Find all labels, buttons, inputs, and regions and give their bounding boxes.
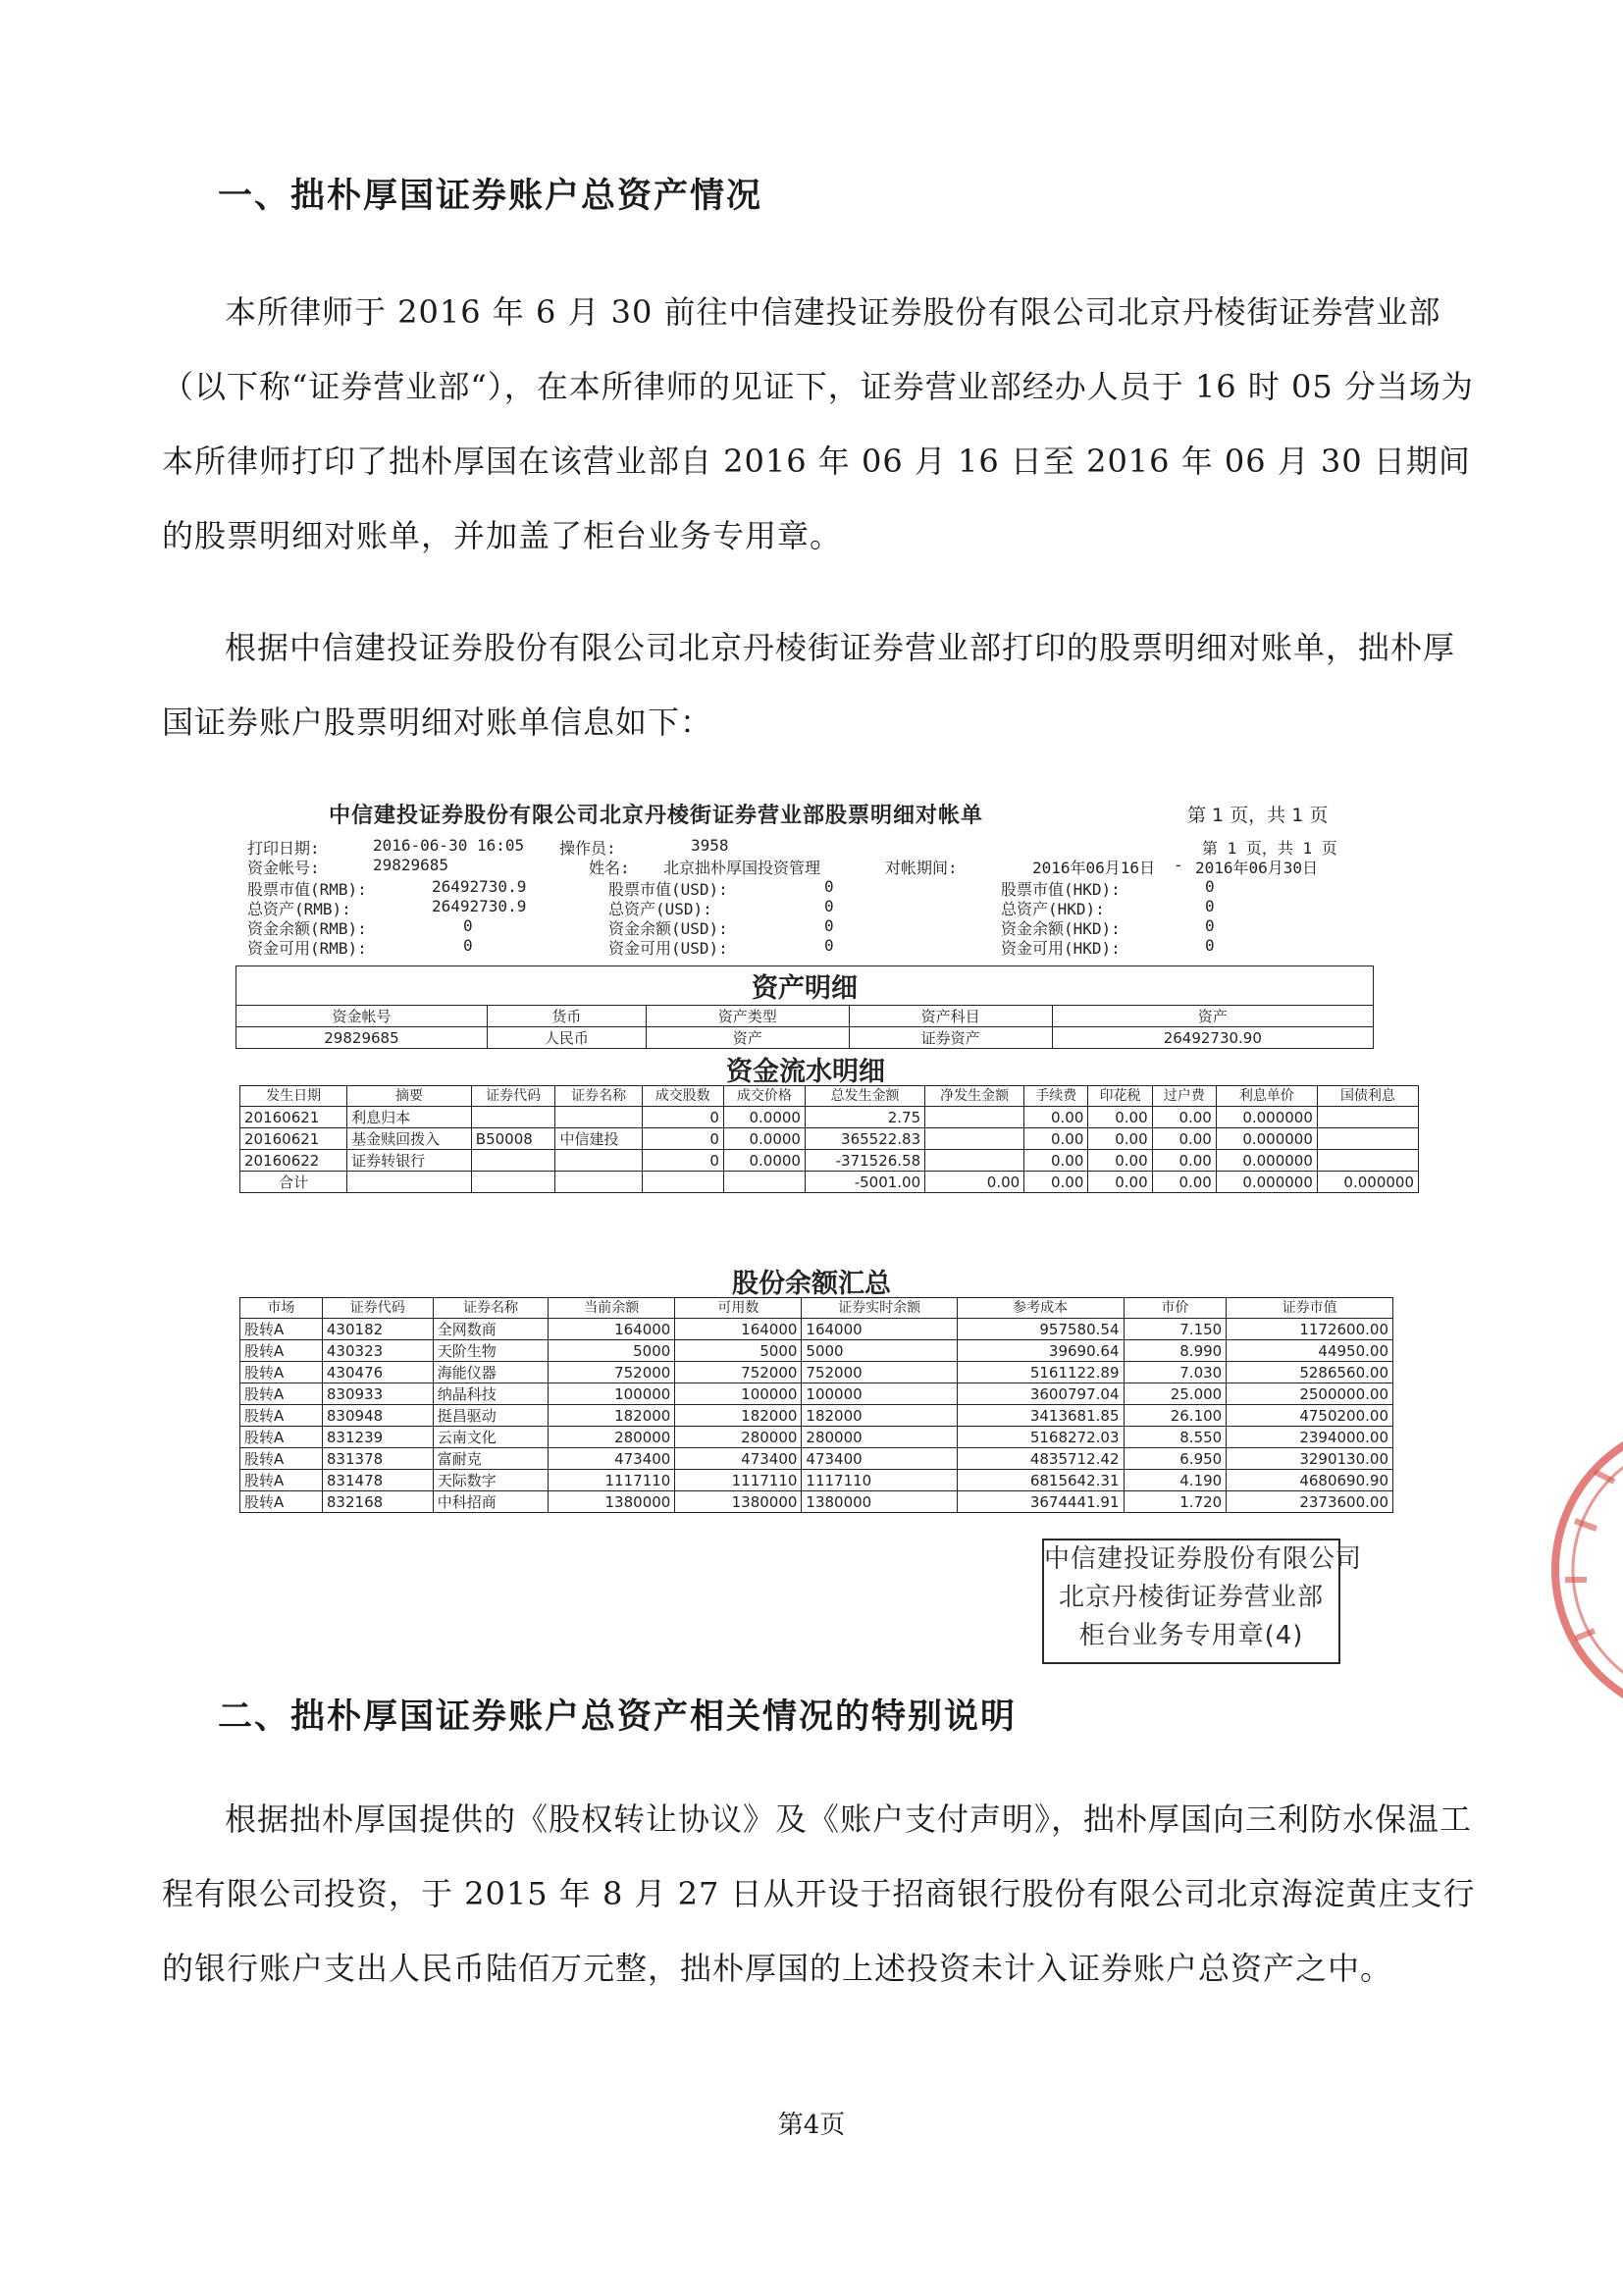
holding-cell: 1117110 [549,1470,675,1491]
holding-cell: 股转A [240,1448,323,1470]
table-row [240,1383,1393,1405]
flow-cell: 0.00 [1024,1107,1088,1128]
holding-cell: 44950.00 [1227,1340,1393,1362]
summary-label: 总资产(USD): [608,900,712,918]
flow-total-cell: -5001.00 [805,1172,924,1193]
holding-cell: 4680690.90 [1227,1470,1393,1491]
holding-cell: 7.150 [1124,1319,1227,1340]
flow-cell: 20160622 [240,1150,347,1172]
asset-cell: 人民币 [487,1027,646,1049]
holding-cell: 8.550 [1124,1427,1227,1448]
holding-cell: 752000 [802,1362,957,1383]
flow-header-cell: 印花税 [1088,1086,1152,1107]
operator: 3958 [691,836,729,855]
summary-label: 股票市值(RMB): [247,880,367,899]
flow-cell: 0.0000 [723,1107,805,1128]
holding-cell: 8.990 [1124,1340,1227,1362]
account-holder: 北京拙朴厚国投资管理 [663,859,821,877]
seal-line: 北京丹棱街证券营业部 [1058,1583,1324,1612]
holding-cell: 832168 [322,1491,433,1513]
asset-header-cell: 资金帐号 [236,1006,488,1027]
holding-cell: 云南文化 [433,1427,549,1448]
print-date-label: 打印日期: [247,839,320,858]
flow-cell [1317,1150,1418,1172]
table-row [240,1150,1419,1172]
asset-header-cell: 货币 [487,1006,646,1027]
holding-cell: 182000 [549,1405,675,1427]
holding-cell: 富耐克 [433,1448,549,1470]
flow-cell: 利息归本 [347,1107,472,1128]
asset-detail-table [236,965,1374,1049]
flow-total-cell: 0.00 [925,1172,1024,1193]
flow-header-cell: 成交股数 [642,1086,723,1107]
holding-cell: 2394000.00 [1227,1427,1393,1448]
flow-header-cell: 国债利息 [1317,1086,1418,1107]
flow-header-cell: 手续费 [1024,1086,1088,1107]
holding-cell: 164000 [802,1319,957,1340]
flow-total-cell: 0.00 [1152,1172,1216,1193]
summary-value: 0 [1205,936,1215,955]
flow-cell: -371526.58 [805,1150,924,1172]
flow-cell: 0.00 [1024,1128,1088,1150]
flow-total-cell [471,1172,555,1193]
period-from: 2016年06月16日 [1032,859,1156,877]
summary-label: 资金余额(RMB): [247,919,367,938]
holding-cell: 6.950 [1124,1448,1227,1470]
flow-cell: 0.000000 [1216,1128,1317,1150]
asset-cell: 资产 [646,1027,849,1049]
holding-cell: 280000 [675,1427,802,1448]
holding-cell: 股转A [240,1427,323,1448]
flow-cell: 0.00 [1024,1150,1088,1172]
holding-cell: 473400 [549,1448,675,1470]
holding-header-cell: 参考成本 [957,1298,1124,1319]
summary-value: 0 [463,916,473,935]
flow-cell [471,1150,555,1172]
holding-cell: 26.100 [1124,1405,1227,1427]
holding-cell: 280000 [802,1427,957,1448]
name-label: 姓名: [589,859,630,877]
holding-cell: 1117110 [802,1470,957,1491]
flow-cell [1317,1107,1418,1128]
holding-cell: 6815642.31 [957,1470,1124,1491]
flow-cell [555,1150,642,1172]
holding-cell: 430476 [322,1362,433,1383]
flow-cell: 中信建投 [555,1128,642,1150]
summary-label: 资金余额(USD): [608,919,728,938]
flow-total-cell: 0.000000 [1216,1172,1317,1193]
flow-header-cell: 过户费 [1152,1086,1216,1107]
holding-cell: 中科招商 [433,1491,549,1513]
holding-cell: 天际数字 [433,1470,549,1491]
holding-cell: 1380000 [802,1491,957,1513]
flow-cell [925,1150,1024,1172]
flow-total-cell: 合计 [240,1172,347,1193]
summary-value: 26492730.9 [432,877,527,896]
holding-cell: 股转A [240,1362,323,1383]
table-row [240,1491,1393,1513]
holding-cell: 3290130.00 [1227,1448,1393,1470]
table-row [240,1107,1419,1128]
flow-total-cell: 0.000000 [1317,1172,1418,1193]
holding-header-cell: 市价 [1124,1298,1227,1319]
holding-cell: 164000 [549,1319,675,1340]
flow-cell: 0.00 [1152,1150,1216,1172]
summary-value: 0 [824,936,834,955]
holding-cell: 2373600.00 [1227,1491,1393,1513]
flow-header-cell: 成交价格 [723,1086,805,1107]
holding-cell: 280000 [549,1427,675,1448]
table-row [240,1448,1393,1470]
summary-label: 总资产(HKD): [1001,900,1105,918]
holding-cell: 2500000.00 [1227,1383,1393,1405]
holding-header-cell: 可用数 [675,1298,802,1319]
holding-cell: 752000 [549,1362,675,1383]
counter-business-seal [1042,1539,1363,1664]
table-row [240,1319,1393,1340]
flow-cell: 0.00 [1088,1150,1152,1172]
period-separator: - [1174,856,1183,874]
asset-cell: 证券资产 [849,1027,1052,1049]
asset-header-cell: 资产类型 [646,1006,849,1027]
holding-cell: 挺昌驱动 [433,1405,549,1427]
asset-section-title: 资产明细 [752,973,858,1004]
summary-value: 0 [463,936,473,955]
flow-cell: 0.00 [1088,1107,1152,1128]
summary-label: 资金可用(HKD): [1001,939,1121,958]
table-row [240,1405,1393,1427]
summary-value: 0 [1205,897,1215,915]
asset-cell: 26492730.90 [1052,1027,1373,1049]
holding-cell: 5161122.89 [957,1362,1124,1383]
table-row [236,1027,1374,1049]
holding-cell: 182000 [675,1405,802,1427]
holding-cell: 957580.54 [957,1319,1124,1340]
flow-cell: 0 [642,1128,723,1150]
paragraph-statement-intro: 根据中信建投证券股份有限公司北京丹棱街证券营业部打印的股票明细对账单，拙朴厚国证券账户股票明细对账单信息如下： [162,629,1456,741]
flow-header-cell: 证券代码 [471,1086,555,1107]
summary-label: 总资产(RMB): [247,900,351,918]
table-row [240,1362,1393,1383]
flow-total-cell [642,1172,723,1193]
holding-cell: 股转A [240,1319,323,1340]
holding-cell: 831239 [322,1427,433,1448]
holding-cell: 1380000 [675,1491,802,1513]
paragraph-witness: 本所律师于 2016 年 6 月 30 前往中信建投证券股份有限公司北京丹棱街证券营业部（以下称“证券营业部“），在本所律师的见证下，证券营业部经办人员于 16 时 05 分当场为本所律师打印了拙朴厚国在该营业部自 2016 年 06 月 16 日至 2016 年 06 月 30 日期间的股票明细对账单，并加盖了柜台业务专用章。 [162,293,1474,554]
paragraph-investment-note: 根据拙朴厚国提供的《股权转让协议》及《账户支付声明》，拙朴厚国向三利防水保温工程有限公司投资，于 2015 年 8 月 27 日从开设于招商银行股份有限公司北京海淀黄庄支行的银行账户支出人民币陆佰万元整，拙朴厚国的上述投资未计入证券账户总资产之中。 [162,1800,1476,1987]
holding-cell: 430182 [322,1319,433,1340]
holding-cell: 7.030 [1124,1362,1227,1383]
holding-cell: 473400 [675,1448,802,1470]
holding-header-cell: 当前余额 [549,1298,675,1319]
holding-cell: 1117110 [675,1470,802,1491]
holding-cell: 5168272.03 [957,1427,1124,1448]
holding-cell: 25.000 [1124,1383,1227,1405]
holding-cell: 5000 [675,1340,802,1362]
summary-label: 资金可用(RMB): [247,939,367,958]
red-round-seal [1536,1413,1623,1737]
holdings-table [239,1297,1393,1513]
flow-section-title: 资金流水明细 [726,1057,885,1087]
flow-cell: 2.75 [805,1107,924,1128]
seal-line: 中信建投证券股份有限公司 [1044,1544,1363,1574]
summary-value: 0 [824,897,834,915]
flow-cell: 0.00 [1152,1107,1216,1128]
holding-cell: 股转A [240,1405,323,1427]
holding-cell: 830933 [322,1383,433,1405]
holding-cell: 39690.64 [957,1340,1124,1362]
holding-cell: 830948 [322,1405,433,1427]
statement-page-label: 第 1 页，共 1 页 [1187,805,1329,826]
flow-cell [471,1107,555,1128]
holding-cell: 4.190 [1124,1470,1227,1491]
holding-cell: 1172600.00 [1227,1319,1393,1340]
flow-cell: B50008 [471,1128,555,1150]
period-to: 2016年06月30日 [1195,859,1319,877]
summary-value: 0 [824,877,834,896]
holding-cell: 股转A [240,1491,323,1513]
holding-cell: 1.720 [1124,1491,1227,1513]
summary-label: 资金可用(USD): [608,939,728,958]
holding-cell: 海能仪器 [433,1362,549,1383]
section-heading-1: 一、拙朴厚国证券账户总资产情况 [218,177,763,216]
holding-header-cell: 证券实时余额 [802,1298,957,1319]
table-row [240,1128,1419,1150]
flow-cell [1317,1128,1418,1150]
holding-cell: 100000 [802,1383,957,1405]
table-row [240,1340,1393,1362]
flow-cell: 0.00 [1088,1128,1152,1150]
print-date: 2016-06-30 16:05 [373,836,525,855]
account-number: 29829685 [373,856,449,874]
holding-header-cell: 证券代码 [322,1298,433,1319]
flow-cell: 0 [642,1107,723,1128]
holding-cell: 纳晶科技 [433,1383,549,1405]
holding-cell: 5000 [549,1340,675,1362]
statement-page-label-2: 第 1 页，共 1 页 [1202,839,1337,858]
flow-cell [925,1107,1024,1128]
holding-cell: 100000 [549,1383,675,1405]
flow-cell: 365522.83 [805,1128,924,1150]
table-row [240,1427,1393,1448]
holding-header-cell: 证券名称 [433,1298,549,1319]
holding-cell: 164000 [675,1319,802,1340]
holding-cell: 430323 [322,1340,433,1362]
holding-cell: 5000 [802,1340,957,1362]
flow-cell: 证券转银行 [347,1150,472,1172]
flow-total-cell: 0.00 [1088,1172,1152,1193]
flow-header-cell: 总发生金额 [805,1086,924,1107]
flow-total-cell: 0.00 [1024,1172,1088,1193]
asset-header-cell: 资产 [1052,1006,1373,1027]
holding-cell: 100000 [675,1383,802,1405]
summary-value: 0 [1205,916,1215,935]
holding-cell: 股转A [240,1340,323,1362]
stock-statement [236,793,1433,1656]
flow-cell [555,1107,642,1128]
holding-cell: 3674441.91 [957,1491,1124,1513]
holding-cell: 473400 [802,1448,957,1470]
holding-cell: 4835712.42 [957,1448,1124,1470]
holding-cell: 4750200.00 [1227,1405,1393,1427]
table-total-row [240,1172,1419,1193]
section-heading-2: 二、拙朴厚国证券账户总资产相关情况的特别说明 [218,1697,1018,1737]
holding-cell: 831478 [322,1470,433,1491]
holding-cell: 5286560.00 [1227,1362,1393,1383]
asset-section-title-cell [236,966,1374,1006]
holding-cell: 752000 [675,1362,802,1383]
flow-header-cell: 净发生金额 [925,1086,1024,1107]
holding-header-cell: 证券市值 [1227,1298,1393,1319]
table-row [240,1470,1393,1491]
flow-header-cell: 发生日期 [240,1086,347,1107]
holding-cell: 182000 [802,1405,957,1427]
holding-cell: 1380000 [549,1491,675,1513]
holding-cell: 3600797.04 [957,1383,1124,1405]
flow-cell: 20160621 [240,1128,347,1150]
holding-cell: 831378 [322,1448,433,1470]
flow-cell: 0.00 [1152,1128,1216,1150]
summary-value: 0 [1205,877,1215,896]
asset-cell: 29829685 [236,1027,488,1049]
flow-total-cell [723,1172,805,1193]
flow-cell: 20160621 [240,1107,347,1128]
flow-total-cell [555,1172,642,1193]
holding-cell: 股转A [240,1470,323,1491]
operator-label: 操作员: [559,839,616,858]
cash-flow-table [239,1085,1419,1193]
summary-label: 股票市值(USD): [608,880,728,899]
flow-cell: 基金赎回拨入 [347,1128,472,1150]
flow-cell: 0.000000 [1216,1150,1317,1172]
summary-label: 资金余额(HKD): [1001,919,1121,938]
page-number: 第4页 [777,2111,846,2140]
period-label: 对帐期间: [885,859,958,877]
asset-header-cell: 资产科目 [849,1006,1052,1027]
flow-header-cell: 摘要 [347,1086,472,1107]
flow-header-cell: 利息单价 [1216,1086,1317,1107]
holding-cell: 3413681.85 [957,1405,1124,1427]
summary-value: 26492730.9 [432,897,527,915]
statement-title: 中信建投证券股份有限公司北京丹棱街证券营业部股票明细对帐单 [329,804,984,828]
flow-total-cell [347,1172,472,1193]
flow-cell: 0.0000 [723,1128,805,1150]
flow-cell: 0 [642,1150,723,1172]
holding-section-title: 股份余额汇总 [732,1269,891,1299]
flow-cell: 0.0000 [723,1150,805,1172]
summary-value: 0 [824,916,834,935]
flow-cell [925,1128,1024,1150]
seal-line: 柜台业务专用章(4) [1078,1621,1304,1650]
flow-cell: 0.000000 [1216,1107,1317,1128]
holding-cell: 天阶生物 [433,1340,549,1362]
summary-label: 股票市值(HKD): [1001,880,1121,899]
holding-header-cell: 市场 [240,1298,323,1319]
holding-cell: 股转A [240,1383,323,1405]
holding-cell: 全网数商 [433,1319,549,1340]
account-label: 资金帐号: [247,859,320,877]
flow-header-cell: 证券名称 [555,1086,642,1107]
